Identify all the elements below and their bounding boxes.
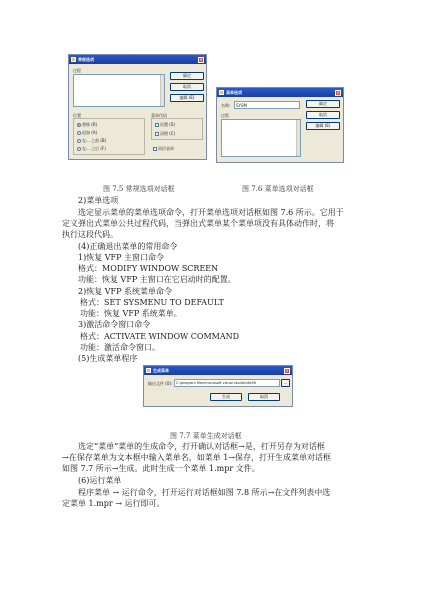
checkbox-icon <box>155 132 159 136</box>
procedure-code-textbox[interactable] <box>221 119 301 157</box>
window-icon <box>219 90 224 95</box>
paragraph-line: 执行这段代码。 <box>62 230 118 239</box>
name-input[interactable] <box>234 101 300 109</box>
window-icon <box>146 368 151 373</box>
position-option[interactable]: 在... 之后 (F) <box>77 146 106 152</box>
checkbox-icon <box>155 123 159 127</box>
checkbox-icon <box>153 147 157 151</box>
scrollbar[interactable] <box>160 75 164 106</box>
heading-menu-options: 2)菜单选项 <box>78 196 119 205</box>
procedure-code-textbox[interactable] <box>73 74 165 107</box>
code-label: 过程 <box>221 113 229 118</box>
edit-button[interactable]: 编辑 (E) <box>306 122 340 130</box>
menu-code-group <box>151 118 203 140</box>
heading-exit-commands: (4)正确退出菜单的常用命令 <box>78 242 178 251</box>
radio-icon <box>77 147 81 151</box>
menu-code-option[interactable]: 设置 (S) <box>155 122 175 128</box>
name-label: 名称: <box>221 103 231 108</box>
close-icon[interactable]: × <box>199 56 203 62</box>
position-option[interactable]: 追加 (A) <box>77 130 97 136</box>
command-format: 格式：MODIFY WINDOW SCREEN <box>78 264 219 273</box>
menu-code-option[interactable]: 清理 (C) <box>155 131 175 137</box>
paragraph-line: 如图 7.7 所示→生成。此时生成一个菜单 1.mpr 文件。 <box>62 464 260 473</box>
radio-selected-icon <box>77 123 81 127</box>
position-label: 位置 <box>73 113 81 118</box>
heading-activate-command: 3)激活命令窗口命令 <box>78 320 151 329</box>
dialog-title: 生成菜单 <box>153 367 169 373</box>
command-format: 格式：ACTIVATE WINDOW COMMAND <box>80 332 240 341</box>
close-icon[interactable]: × <box>285 367 289 373</box>
paragraph-line: 程序菜单 → 运行命令，打开运行对话框如图 7.8 所示→在文件列表中选 <box>78 488 331 497</box>
window-icon <box>71 57 76 62</box>
generate-button[interactable]: 生成 <box>210 393 242 401</box>
top-level-form-checkbox[interactable]: 顶层表单 <box>153 146 174 152</box>
position-group <box>73 118 145 155</box>
dialog-title: 常规选项 <box>78 56 94 62</box>
output-file-label: 输出文件 (0): <box>148 381 173 386</box>
title-bar <box>69 55 206 64</box>
general-options-dialog <box>68 54 207 160</box>
ok-button[interactable]: 确定 <box>170 72 204 80</box>
menu-code-label: 菜单代码 <box>151 113 167 118</box>
code-label: 过程 <box>73 68 81 73</box>
figure-7-5-caption: 图 7.5 常规选项对话框 <box>103 185 175 193</box>
title-bar <box>144 366 292 375</box>
cancel-button[interactable]: 取消 <box>248 393 280 401</box>
dialog-title: 菜单选项 <box>226 89 242 95</box>
ok-button[interactable]: 确定 <box>306 100 340 108</box>
heading-restore-window: 1)恢复 VFP 主窗口命令 <box>78 253 165 262</box>
paragraph-line: 选定“菜单”菜单的生成命令，打开确认对话框→是，打开另存为对话框 <box>78 442 325 451</box>
paragraph-line: 定菜单 1.mpr → 运行即可。 <box>62 499 165 508</box>
command-function: 功能：恢复 VFP 主窗口在它启动时的配置。 <box>78 275 236 284</box>
paragraph-line: 定义弹出式菜单公共过程代码，当弹出式菜单某个菜单项没有具体动作时，将 <box>62 219 334 228</box>
scrollbar[interactable] <box>296 120 300 156</box>
position-option[interactable]: 在... 之前 (B) <box>77 138 106 144</box>
heading-generate-menu: (5)生成菜单程序 <box>78 354 138 363</box>
command-function: 功能：激活命令窗口。 <box>80 343 160 352</box>
menu-options-dialog <box>216 87 344 163</box>
cancel-button[interactable]: 取消 <box>306 111 340 119</box>
output-file-input[interactable] <box>174 379 280 387</box>
figure-7-7-caption: 图 7.7 菜单生成对话框 <box>170 432 242 440</box>
name-value: SYSM <box>236 103 247 108</box>
command-function: 功能：恢复 VFP 系统菜单。 <box>80 309 182 318</box>
cancel-button[interactable]: 取消 <box>170 83 204 91</box>
edit-button[interactable]: 编辑 (E) <box>170 94 204 102</box>
generate-menu-dialog <box>143 365 293 407</box>
browse-button[interactable]: … <box>281 379 290 387</box>
radio-icon <box>77 139 81 143</box>
output-file-value: C:\program files\microsoft visual studio\vfp98 <box>176 381 256 385</box>
heading-restore-menu: 2)恢复 VFP 系统菜单命令 <box>78 287 173 296</box>
figure-7-6-caption: 图 7.6 菜单选项对话框 <box>242 185 314 193</box>
radio-icon <box>77 131 81 135</box>
command-format: 格式：SET SYSMENU TO DEFAULT <box>80 298 224 307</box>
close-icon[interactable]: × <box>336 89 340 95</box>
title-bar <box>217 88 343 97</box>
heading-run-menu: (6)运行菜单 <box>78 476 122 485</box>
paragraph-line: →在保存菜单为文本框中输入菜单名，如菜单 1→保存，打开生成菜单对话框 <box>62 453 332 462</box>
position-option[interactable]: 替换 (R) <box>77 122 97 128</box>
paragraph-line: 选定显示菜单的菜单选项命令，打开菜单选项对话框如图 7.6 所示。它用于 <box>78 208 344 217</box>
